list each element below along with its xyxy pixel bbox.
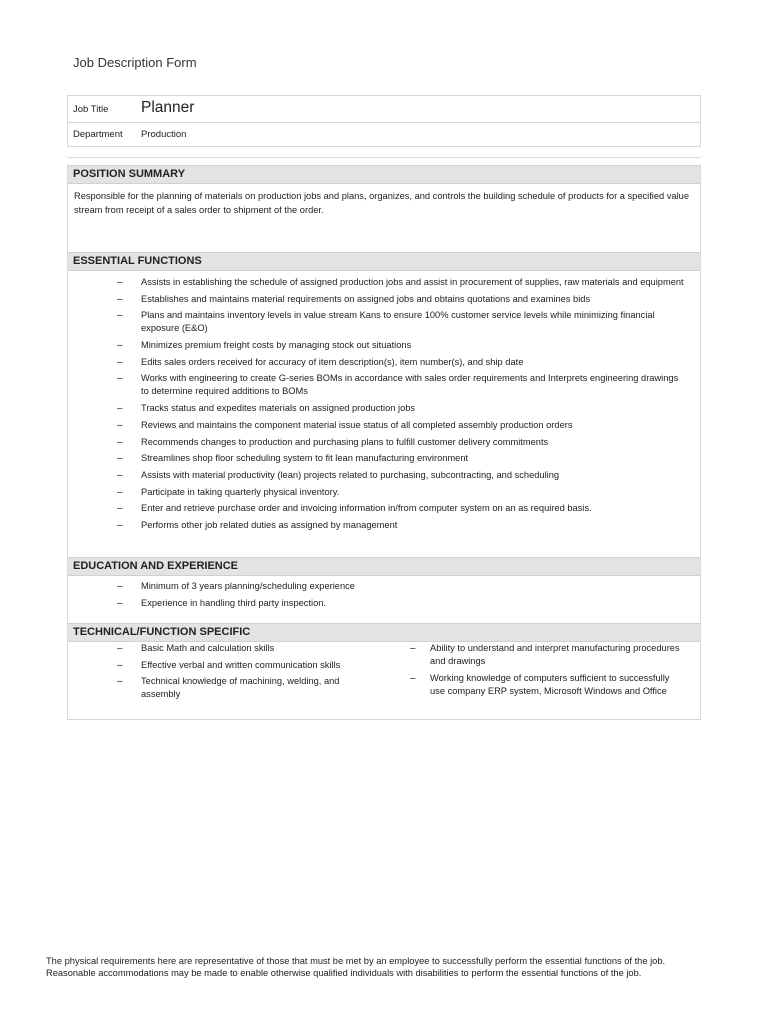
dash-bullet-icon: – bbox=[117, 519, 123, 531]
technical-left-column bbox=[68, 642, 378, 705]
list-item-text: Assists with material productivity (lean) projects related to purchasing, subcontracting, and scheduling bbox=[141, 469, 560, 480]
education-experience-section bbox=[67, 557, 701, 624]
list-item-text: Establishes and maintains material requirements on assigned jobs and obtains quotations and examines bids bbox=[141, 293, 591, 304]
list-item-text: Recommends changes to production and purchasing plans to fulfill customer delivery commitments bbox=[141, 436, 549, 447]
essential-functions-list bbox=[68, 271, 700, 532]
dash-bullet-icon: – bbox=[117, 581, 123, 592]
education-experience-heading: EDUCATION AND EXPERIENCE bbox=[68, 557, 700, 576]
dash-bullet-icon: – bbox=[117, 453, 123, 465]
footer-line-1: The physical requirements here are representative of those that must be met by an employee to successfully perform the essential functions of the job. bbox=[46, 956, 666, 966]
list-item bbox=[68, 436, 700, 449]
list-item bbox=[68, 339, 700, 352]
dash-bullet-icon: – bbox=[117, 356, 123, 368]
department-label: Department bbox=[73, 129, 123, 140]
dash-bullet-icon: – bbox=[117, 643, 123, 654]
list-item bbox=[68, 580, 700, 593]
dash-bullet-icon: – bbox=[410, 643, 416, 654]
dash-bullet-icon: – bbox=[117, 419, 123, 431]
list-item-text: Works with engineering to create G-series BOMs in accordance with sales order requirements and Interprets engineering drawings to determine required additions to BOMs bbox=[141, 373, 679, 397]
job-title-value: Planner bbox=[141, 99, 195, 116]
list-item-text: Working knowledge of computers sufficient to successfully use company ERP system, Microsoft Windows and Office bbox=[430, 672, 670, 696]
list-item bbox=[358, 672, 698, 698]
department-value: Production bbox=[141, 129, 187, 140]
list-item bbox=[68, 402, 700, 415]
dash-bullet-icon: – bbox=[117, 340, 123, 352]
technical-right-list bbox=[358, 642, 698, 698]
list-item-text: Ability to understand and interpret manufacturing procedures and drawings bbox=[430, 643, 680, 666]
separator-line bbox=[67, 157, 701, 158]
job-header-table bbox=[67, 95, 701, 147]
list-item bbox=[68, 356, 700, 369]
list-item-text: Enter and retrieve purchase order and invoicing information in/from computer system on an as required basis. bbox=[141, 503, 592, 514]
dash-bullet-icon: – bbox=[117, 659, 123, 671]
list-item bbox=[68, 293, 700, 306]
dash-bullet-icon: – bbox=[117, 436, 123, 448]
technical-heading: TECHNICAL/FUNCTION SPECIFIC bbox=[68, 623, 700, 642]
list-item-text: Participate in taking quarterly physical inventory. bbox=[141, 486, 340, 497]
form-title: Job Description Form bbox=[73, 55, 197, 70]
position-summary-heading: POSITION SUMMARY bbox=[68, 165, 700, 184]
dash-bullet-icon: – bbox=[117, 486, 123, 498]
dash-bullet-icon: – bbox=[117, 469, 123, 481]
dash-bullet-icon: – bbox=[117, 373, 123, 385]
list-item bbox=[68, 519, 700, 532]
list-item-text: Assists in establishing the schedule of assigned production jobs and assist in procurement of supplies, raw materials and equipment bbox=[141, 277, 684, 287]
position-summary-text: Responsible for the planning of materials on production jobs and plans, organizes, and controls the building schedule of products for a specified value stream from receipt of a sales order to shipment of the order. bbox=[74, 191, 690, 215]
dash-bullet-icon: – bbox=[410, 672, 416, 684]
list-item-text: Minimum of 3 years planning/scheduling experience bbox=[141, 581, 355, 591]
list-item-text: Streamlines shop floor scheduling system to fit lean manufacturing environment bbox=[141, 453, 469, 464]
list-item bbox=[68, 659, 378, 672]
list-item bbox=[68, 276, 700, 289]
list-item bbox=[68, 502, 700, 515]
technical-columns bbox=[68, 642, 700, 700]
list-item bbox=[68, 469, 700, 482]
list-item bbox=[68, 675, 378, 701]
department-row bbox=[68, 122, 700, 147]
job-title-label: Job Title bbox=[73, 104, 109, 115]
list-item bbox=[68, 642, 378, 655]
list-item-text: Reviews and maintains the component material issue status of all completed assembly production orders bbox=[141, 419, 573, 430]
technical-right-column bbox=[358, 642, 698, 701]
list-item-text: Edits sales orders received for accuracy of item description(s), item number(s), and ship date bbox=[141, 356, 524, 367]
job-title-row bbox=[68, 96, 700, 123]
essential-functions-section bbox=[67, 252, 701, 557]
list-item bbox=[68, 309, 700, 335]
list-item-text: Effective verbal and written communication skills bbox=[141, 659, 341, 670]
list-item bbox=[68, 419, 700, 432]
dash-bullet-icon: – bbox=[117, 597, 123, 609]
list-item-text: Tracks status and expedites materials on assigned production jobs bbox=[141, 403, 416, 414]
footer-line-2: Reasonable accommodations may be made to enable otherwise qualified individuals with disabilities to perform the essential functions of the job. bbox=[46, 968, 642, 978]
list-item-text: Experience in handling third party inspection. bbox=[141, 597, 327, 608]
dash-bullet-icon: – bbox=[117, 403, 123, 415]
footer-note bbox=[46, 955, 746, 979]
essential-functions-heading: ESSENTIAL FUNCTIONS bbox=[68, 252, 700, 271]
dash-bullet-icon: – bbox=[117, 293, 123, 305]
list-item-text: Basic Math and calculation skills bbox=[141, 643, 275, 653]
dash-bullet-icon: – bbox=[117, 310, 123, 322]
list-item-text: Performs other job related duties as assigned by management bbox=[141, 519, 398, 530]
list-item-text: Minimizes premium freight costs by managing stock out situations bbox=[141, 340, 412, 351]
list-item-text: Technical knowledge of machining, welding, and assembly bbox=[141, 676, 340, 700]
list-item bbox=[68, 486, 700, 499]
technical-left-list bbox=[68, 642, 378, 701]
list-item bbox=[358, 642, 698, 668]
dash-bullet-icon: – bbox=[117, 676, 123, 688]
dash-bullet-icon: – bbox=[117, 503, 123, 515]
education-experience-list bbox=[68, 576, 700, 610]
list-item bbox=[68, 452, 700, 465]
technical-section bbox=[67, 623, 701, 720]
list-item-text: Plans and maintains inventory levels in value stream Kans to ensure 100% customer service levels while minimizing financial exposure (E&O) bbox=[141, 310, 655, 334]
list-item bbox=[68, 597, 700, 610]
list-item bbox=[68, 372, 700, 398]
position-summary-section bbox=[67, 165, 701, 253]
dash-bullet-icon: – bbox=[117, 277, 123, 288]
